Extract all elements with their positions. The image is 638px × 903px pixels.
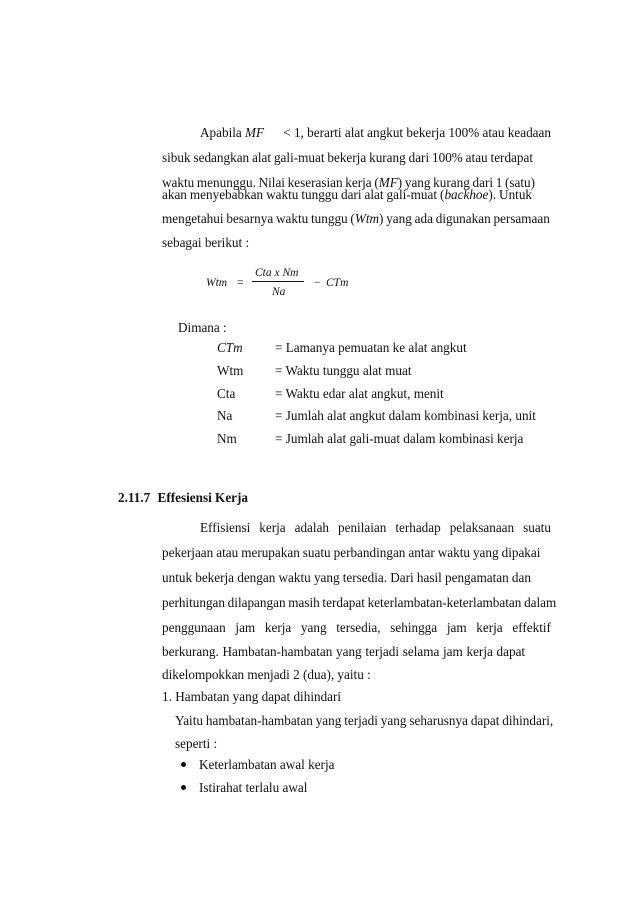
para1-line1-end: < 1, berarti alat angkut bekerja 100% atau keadaan [283, 125, 551, 140]
formula-fraction-bar [252, 281, 304, 282]
definition-desc-cta: = Waktu edar alat angkut, menit [275, 386, 444, 401]
list-item-1-desc-line2: seperti : [175, 736, 218, 751]
formula-denominator: Na [272, 286, 286, 298]
formula-minus: − [314, 277, 321, 289]
para2-line3: untuk bekerja dengan waktu yang tersedia. Dari hasil pengamatan dan [162, 570, 531, 585]
list-item-1-desc-line1: Yaitu hambatan-hambatan yang terjadi yang seharusnya dapat dihindari, [175, 713, 554, 728]
definition-desc-wtm: = Waktu tunggu alat muat [275, 363, 412, 378]
definition-term-cta: Cta [217, 386, 236, 401]
para1-line1 [200, 125, 551, 141]
section-number: 2.11.7 [118, 490, 151, 505]
para2-line2: pekerjaan atau merupakan suatu perbandingan antar waktu yang dipakai [162, 545, 541, 560]
definitions-label: Dimana : [178, 320, 227, 335]
para1-line3: waktu menunggu. Nilai keserasian kerja (MF) yang kurang dari 1 (satu) [162, 175, 536, 190]
para1-line1-start: Apabila MF [200, 125, 265, 140]
definition-term-ctm: CTm [217, 340, 243, 355]
para2-line1: Effisiensi kerja adalah penilaian terhadap pelaksanaan suatu [200, 520, 551, 535]
definition-desc-nm: = Jumlah alat gali-muat dalam kombinasi kerja [275, 431, 524, 446]
definition-term-nm: Nm [217, 431, 237, 446]
definition-desc-na: = Jumlah alat angkut dalam kombinasi kerja, unit [275, 408, 536, 423]
definition-term-wtm: Wtm [217, 363, 244, 378]
formula-rhs: CTm [326, 277, 349, 289]
formula-numerator: Cta x Nm [255, 267, 299, 279]
bullet-dot-2 [181, 785, 186, 790]
para2-line5: penggunaan jam kerja yang tersedia, sehingga jam kerja effektif [162, 620, 551, 635]
para1-line4: akan menyebabkan waktu tunggu dari alat gali-muat (backhoe). Untuk [162, 187, 533, 202]
bullet-item-1: Keterlambatan awal kerja [199, 757, 335, 772]
para2-line7: dikelompokkan menjadi 2 (dua), yaitu : [162, 667, 371, 682]
formula-lhs: Wtm [206, 277, 228, 289]
list-item-1-title: 1. Hambatan yang dapat dihindari [162, 689, 342, 704]
section-title: Effesiensi Kerja [157, 490, 249, 505]
para2-line6: berkurang. Hambatan-hambatan yang terjadi selama jam kerja dapat [162, 644, 526, 659]
para2-line4: perhitungan dilapangan masih terdapat keterlambatan-keterlambatan dalam [162, 595, 557, 610]
section-heading [118, 490, 248, 506]
para1-line6: sebagai berikut : [162, 235, 250, 250]
bullet-dot-1 [181, 762, 186, 767]
bullet-item-2: Istirahat terlalu awal [199, 780, 308, 795]
para1-line2: sibuk sedangkan alat gali-muat bekerja kurang dari 100% atau terdapat [162, 150, 534, 165]
para1-line5: mengetahui besarnya waktu tunggu (Wtm) yang ada digunakan persamaan [162, 211, 550, 226]
definition-desc-ctm: = Lamanya pemuatan ke alat angkut [275, 340, 467, 355]
definition-term-na: Na [217, 408, 233, 423]
formula-equals: = [237, 277, 244, 289]
